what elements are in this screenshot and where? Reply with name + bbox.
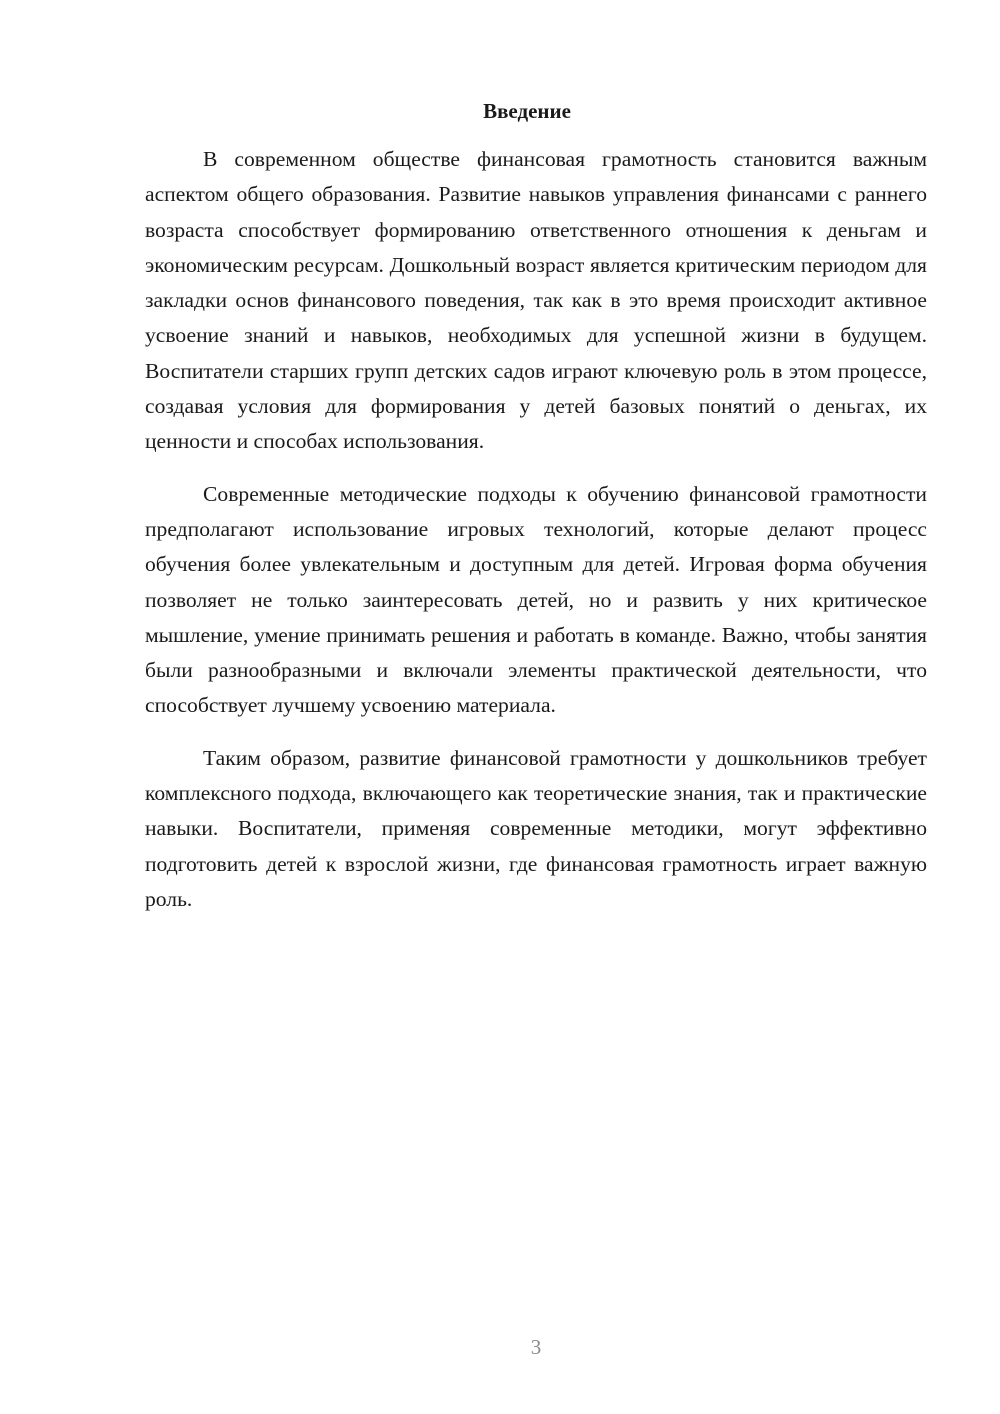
paragraph-1: В современном обществе финансовая грамотность становится важным аспектом общего образования. Развитие навыков управления финансами с раннего возраста способствует формированию ответственного отношения к деньгам и экономическим ресурсам. Дошкольный возраст является критическим периодом для закладки основ финансового поведения, так как в это время происходит активное усвоение знаний и навыков, необходимых для успешной жизни в будущем. Воспитатели старших групп детских садов играют ключевую роль в этом процессе, создавая условия для формирования у детей базовых понятий о деньгах, их ценности и способах использования. xyxy=(145,147,927,454)
section-heading xyxy=(145,96,927,126)
page-number: 3 xyxy=(530,1335,542,1359)
section-heading-text: Введение xyxy=(483,99,571,123)
paragraph-2: Современные методические подходы к обучению финансовой грамотности предполагают использование игровых технологий, которые делают процесс обучения более увлекательным и доступным для детей. Игровая форма обучения позволяет не только заинтересовать детей, но и развить у них критическое мышление, умение принимать решения и работать в команде. Важно, чтобы занятия были разнообразными и включали элементы практической деятельности, что способствует лучшему усвоению материала. xyxy=(145,481,927,718)
paragraph-3: Таким образом, развитие финансовой грамотности у дошкольников требует комплексного подхода, включающего как теоретические знания, так и практические навыки. Воспитатели, применяя современные методики, могут эффективно подготовить детей к взрослой жизни, где финансовая грамотность играет важную роль. xyxy=(145,745,927,911)
body-text xyxy=(145,142,927,934)
